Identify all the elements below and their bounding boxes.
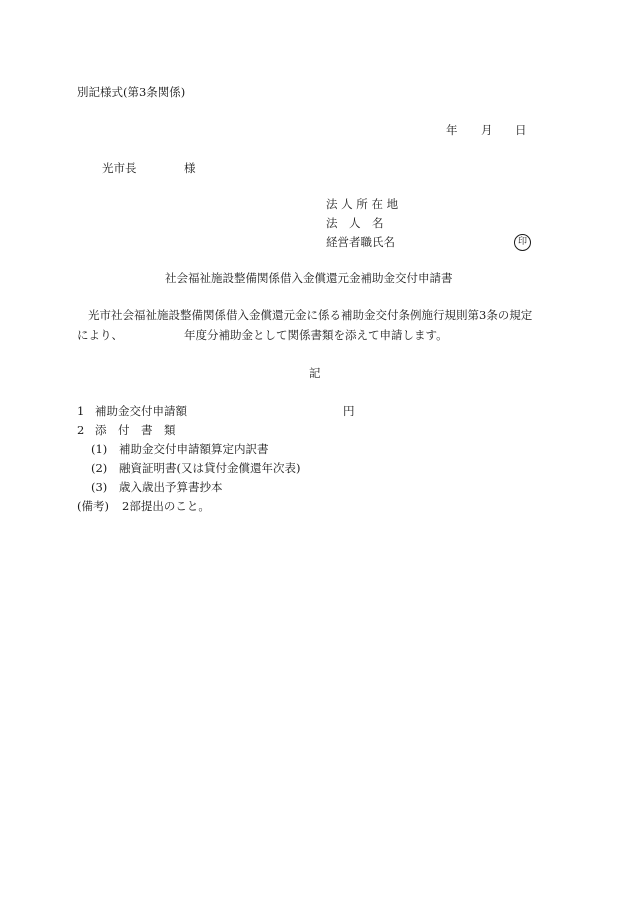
ki-heading: 記 [309, 366, 321, 380]
applicant-name-label: 法 人 名 [326, 216, 384, 230]
sub-item-1-text: 補助金交付申請額算定内訳書 [119, 442, 269, 456]
addressee-honorific: 様 [184, 161, 196, 175]
applicant-address-label: 法 人 所 在 地 [326, 197, 399, 211]
seal-mark: 印 [514, 234, 531, 251]
body-line-2-start: により、 [77, 328, 123, 342]
item-2-label: 添 付 書 類 [95, 423, 176, 437]
item-1-number: 1 [77, 404, 85, 418]
sub-item-2-number: (2) [91, 461, 108, 475]
notes-label: (備考) [77, 499, 109, 513]
notes-text: 2部提出のこと。 [122, 499, 210, 513]
item-1-label: 補助金交付申請額 [95, 404, 187, 418]
form-label: 別記様式(第3条関係) [77, 85, 186, 99]
date-month: 月 [481, 123, 493, 137]
sub-item-2-text: 融資証明書(又は貸付金償還年次表) [119, 461, 301, 475]
sub-item-3-number: (3) [91, 480, 108, 494]
body-line-2-end: 年度分補助金として関係書類を添えて申請します。 [184, 328, 448, 342]
item-2-number: 2 [77, 423, 85, 437]
sub-item-3-text: 歳入歳出予算書抄本 [119, 480, 223, 494]
date-day: 日 [515, 123, 527, 137]
applicant-manager-label: 経営者職氏名 [326, 235, 395, 249]
addressee-name: 光市長 [102, 161, 137, 175]
sub-item-1-number: (1) [91, 442, 108, 456]
body-line-1: 光市社会福祉施設整備関係借入金償還元金に係る補助金交付条例施行規則第3条の規定 [88, 308, 533, 322]
date-year: 年 [446, 123, 458, 137]
item-1-unit: 円 [343, 404, 355, 418]
document-title: 社会福祉施設整備関係借入金償還元金補助金交付申請書 [165, 271, 453, 285]
